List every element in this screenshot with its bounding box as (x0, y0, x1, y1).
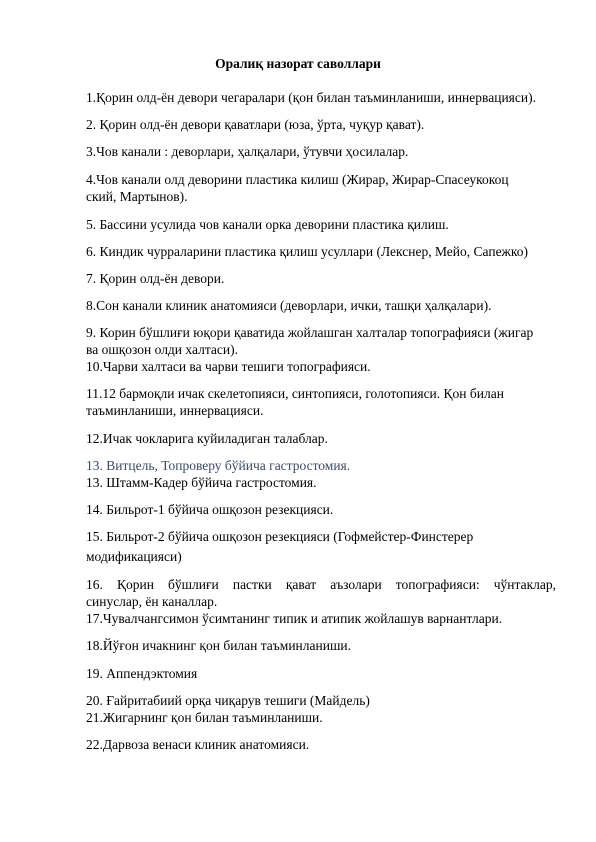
question-16-line-2: синуслар, ён каналлар. (86, 594, 218, 609)
question-10: 10.Чарви халтаси ва чарви тешиги топографияси. (86, 359, 371, 374)
question-13b: 13. Штамм-Кадер бўйича гастростомия. (86, 475, 317, 490)
question-11 (86, 385, 556, 419)
question-3: 3.Чов канали : деворлари, ҳалқалари, ўтувчи ҳосилалар. (86, 144, 409, 159)
question-4 (86, 171, 556, 205)
question-20: 20. Ғайритабиий орқа чиқарув тешиги (Майдель) (86, 693, 370, 708)
question-14: 14. Бильрот-1 бўйича ошқозон резекцияси. (86, 502, 334, 517)
question-15-line-2: модификацияси) (86, 549, 182, 564)
question-18: 18.Йўғон ичакнинг қон билан таъминланиши. (86, 638, 351, 653)
question-11-line-1: 11.12 бармоқли ичак скелетопияси, синтопияси, голотопияси. Қон билан (86, 386, 504, 401)
question-15 (86, 528, 556, 565)
question-7: 7. Қорин олд-ён девори. (86, 271, 225, 286)
page-title: Оралиқ назорат саволлари (215, 56, 381, 71)
question-15-line-1: 15. Бильрот-2 бўйича ошқозон резекцияси (Гофмейстер-Финстерер (86, 529, 474, 544)
question-12: 12.Ичак чокларига куйиладиган талаблар. (86, 431, 328, 446)
question-22: 22.Дарвоза венаси клиник анатомияси. (86, 737, 310, 752)
question-4-line-2: ский, Мартынов). (86, 189, 188, 204)
question-11-line-2: таъминланиши, иннервацияси. (86, 403, 264, 418)
question-21: 21.Жигарнинг қон билан таъминланиши. (86, 710, 323, 725)
question-9-line-1: 9. Корин бўшлиғи юқори қаватида жойлашган халталар топографияси (жигар (86, 325, 534, 340)
question-5: 5. Бассини усулида чов канали орка деворини пластика қилиш. (86, 217, 449, 232)
question-9-line-2: ва ошқозон олди халтаси). (86, 342, 238, 357)
question-17: 17.Чувалчангсимон ўсимтанинг типик и атипик жойлашув варнантлари. (86, 611, 503, 626)
question-6: 6. Киндик чурраларини пластика қилиш усуллари (Лекснер, Мейо, Сапежко) (86, 244, 529, 259)
question-16-line-1: 16. Қорин бўшлиғи пастки қават аъзолари топографияси: чўнтаклар, (86, 577, 556, 592)
question-2: 2. Қорин олд-ён девори қаватлари (юза, ўрта, чуқур қават). (86, 117, 425, 132)
question-13a: 13. Витцель, Топроверу бўйича гастростомия. (86, 458, 351, 473)
question-19: 19. Аппендэктомия (86, 666, 198, 681)
question-1: 1.Қорин олд-ён девори чегаралари (қон билан таъминланиши, иннервацияси). (86, 90, 536, 105)
question-4-line-1: 4.Чов канали олд деворини пластика килиш (Жирар, Жирар-Спасеукокоц (86, 172, 509, 187)
question-16 (86, 576, 556, 610)
question-9 (86, 324, 556, 358)
question-8: 8.Сон канали клиник анатомияси (деворлари, ички, ташқи ҳалқалари). (86, 298, 492, 313)
